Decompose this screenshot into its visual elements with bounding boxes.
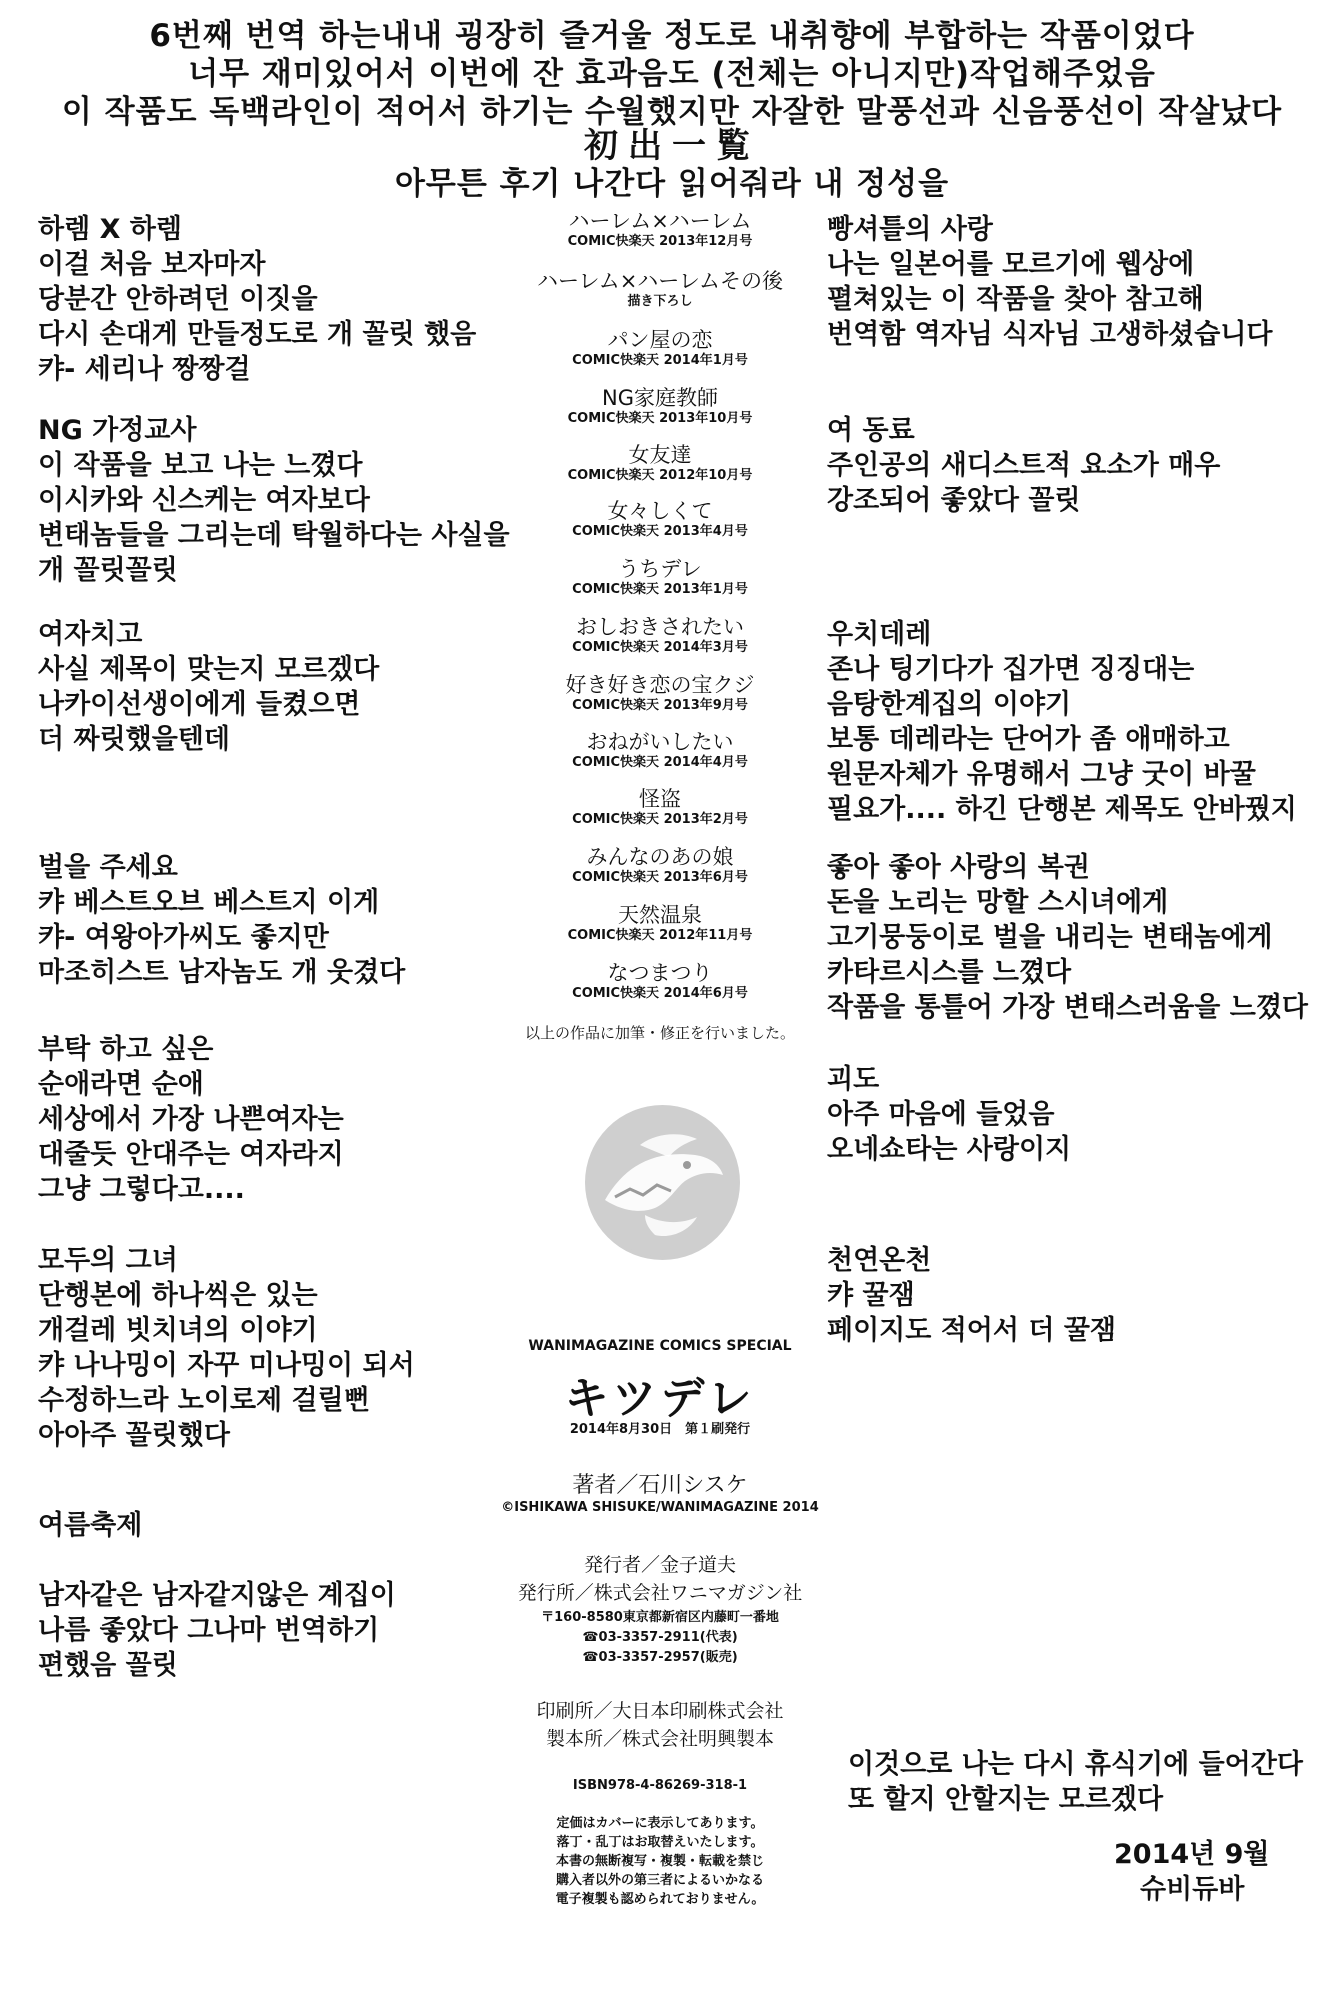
note-heading: 부탁 하고 싶은 bbox=[38, 1034, 214, 1065]
work-item bbox=[500, 327, 820, 369]
note-line: 수정하느라 노이로제 걸릴뻔 bbox=[38, 1385, 370, 1416]
note-heading: 여 동료 bbox=[827, 415, 915, 446]
work-source: COMIC快楽天 2014年4月号 bbox=[572, 755, 748, 770]
work-item bbox=[500, 268, 820, 310]
publisher-logo bbox=[585, 1105, 740, 1260]
notice-line: 購入者以外の第三者によるいかなる bbox=[555, 1873, 764, 1888]
note-line: 대줄듯 안대주는 여자라지 bbox=[38, 1139, 344, 1170]
note-line: 세상에서 가장 나쁜여자는 bbox=[38, 1104, 344, 1135]
work-source: COMIC快楽天 2012年11月号 bbox=[567, 928, 753, 943]
left-note-please bbox=[38, 1032, 344, 1207]
note-line: 캬 베스트오브 베스트지 이게 bbox=[38, 887, 380, 918]
note-line: 아주 마음에 들었음 bbox=[827, 1099, 1055, 1130]
note-line: 나는 일본어를 모르기에 웹상에 bbox=[827, 249, 1195, 280]
note-line: 캬 꿀잼 bbox=[827, 1280, 915, 1311]
left-note-punish bbox=[38, 850, 405, 990]
legal-notice bbox=[470, 1814, 850, 1909]
note-line: 돈을 노리는 망할 스시녀에게 bbox=[827, 887, 1169, 918]
work-item bbox=[500, 729, 820, 771]
note-line: 이것으로 나는 다시 휴식기에 들어간다 bbox=[848, 1749, 1303, 1780]
work-source: COMIC快楽天 2012年10月号 bbox=[567, 468, 753, 483]
right-note-lottery bbox=[827, 850, 1308, 1025]
note-line: 캬- 세리나 짱짱걸 bbox=[38, 354, 251, 385]
header-line-1: 6번째 번역 하는내내 굉장히 즐거울 정도로 내취향에 부합하는 작품이었다 bbox=[149, 18, 1195, 54]
notice-line: 電子複製も認められておりません。 bbox=[555, 1892, 765, 1907]
right-note-onsen bbox=[827, 1243, 1116, 1348]
work-title: ハーレム×ハーレムその後 bbox=[536, 269, 784, 293]
note-line: 작품을 통틀어 가장 변태스러움을 느꼈다 bbox=[827, 992, 1308, 1023]
note-heading: 모두의 그녀 bbox=[38, 1245, 178, 1276]
right-note-closing bbox=[848, 1747, 1303, 1817]
note-line: 펼쳐있는 이 작품을 찾아 참고해 bbox=[827, 284, 1204, 315]
note-heading: 빵셔틀의 사랑 bbox=[827, 214, 993, 245]
note-heading: 괴도 bbox=[827, 1064, 880, 1095]
series-name: WANIMAGAZINE COMICS SPECIAL bbox=[528, 1338, 792, 1354]
work-item bbox=[500, 385, 820, 427]
printer: 印刷所／大日本印刷株式会社 bbox=[536, 1700, 784, 1722]
note-heading: 여자치고 bbox=[38, 619, 143, 650]
work-title: 天然温泉 bbox=[618, 903, 702, 927]
left-note-festival bbox=[38, 1508, 142, 1543]
note-line: 다시 손대게 만들정도로 개 꼴릿 했음 bbox=[38, 319, 477, 350]
right-note-coworker bbox=[827, 413, 1220, 518]
publisher: 発行者／金子道夫 bbox=[583, 1554, 736, 1576]
signature-name: 슈비듀바 bbox=[1140, 1874, 1245, 1905]
note-line: 존나 팅기다가 집가면 징징대는 bbox=[827, 654, 1195, 685]
work-title: 女々しくて bbox=[607, 499, 713, 523]
note-line: 편했음 꼴릿 bbox=[38, 1650, 178, 1681]
tel-sales: ☎03-3357-2957(販売) bbox=[582, 1650, 738, 1665]
note-line: 오네쇼타는 사랑이지 bbox=[827, 1134, 1072, 1165]
note-line: 번역함 역자님 식자님 고생하셨습니다 bbox=[827, 319, 1273, 350]
header-line-3: 이 작품도 독백라인이 적어서 하기는 수월했지만 자잘한 말풍선과 신음풍선이 작살났다 bbox=[61, 94, 1283, 130]
work-item bbox=[500, 614, 820, 656]
work-source: COMIC快楽天 2014年3月号 bbox=[572, 640, 748, 655]
right-note-bread bbox=[827, 212, 1273, 352]
tel-rep: ☎03-3357-2911(代表) bbox=[582, 1630, 738, 1645]
left-note-girlfriend bbox=[38, 617, 379, 757]
work-title: おねがいしたい bbox=[586, 730, 734, 754]
note-heading: 벌을 주세요 bbox=[38, 852, 178, 883]
signature-date: 2014년 9월 bbox=[1114, 1839, 1270, 1870]
note-line: 나카이선생이에게 들켰으면 bbox=[38, 689, 361, 720]
work-title: なつまつり bbox=[607, 961, 713, 985]
notice-line: 定価はカバーに表示してあります。 bbox=[556, 1816, 764, 1831]
page-title: 初出一覧 bbox=[584, 126, 760, 166]
notice-line: 本書の無断複写・複製・転載を禁じ bbox=[555, 1854, 764, 1869]
note-line: 이시카와 신스케는 여자보다 bbox=[38, 485, 370, 516]
revision-note: 以上の作品に加筆・修正を行いました。 bbox=[524, 1024, 795, 1042]
work-source: COMIC快楽天 2013年6月号 bbox=[572, 870, 748, 885]
left-note-festival-body bbox=[38, 1578, 396, 1683]
note-line: 마조히스트 남자놈도 개 웃겼다 bbox=[38, 957, 406, 988]
note-line: 보통 데레라는 단어가 좀 애매하고 bbox=[827, 724, 1230, 755]
note-line: 고기뭉둥이로 벌을 내리는 변태놈에게 bbox=[827, 922, 1273, 953]
work-title: おしおきされたい bbox=[576, 615, 744, 639]
note-line: 이 작품을 보고 나는 느꼈다 bbox=[38, 450, 363, 481]
note-heading: 좋아 좋아 사랑의 복권 bbox=[827, 852, 1090, 883]
note-line: 남자같은 남자같지않은 계집이 bbox=[38, 1580, 396, 1611]
work-title: 怪盗 bbox=[639, 787, 681, 811]
work-source: COMIC快楽天 2013年4月号 bbox=[572, 524, 748, 539]
work-source: COMIC快楽天 2014年6月号 bbox=[572, 986, 748, 1001]
note-line: 변태놈들을 그리는데 탁월하다는 사실을 bbox=[38, 520, 510, 551]
note-line: 그냥 그렇다고.... bbox=[38, 1174, 245, 1205]
crocodile-seal-icon bbox=[585, 1105, 740, 1260]
note-line: 원문자체가 유명해서 그냥 굿이 바꿀 bbox=[827, 759, 1256, 790]
note-heading: 우치데레 bbox=[827, 619, 932, 650]
note-line: 더 짜릿했을텐데 bbox=[38, 724, 230, 755]
notice-line: 落丁・乱丁はお取替えいたします。 bbox=[556, 1835, 764, 1850]
work-item bbox=[500, 844, 820, 886]
note-line: 캬 나나밍이 자꾸 미나밍이 되서 bbox=[38, 1350, 415, 1381]
publishing-house: 発行所／株式会社ワニマガジン社 bbox=[517, 1582, 803, 1604]
work-source: COMIC快楽天 2013年9月号 bbox=[572, 698, 748, 713]
note-line: 강조되어 좋았다 꼴릿 bbox=[827, 485, 1081, 516]
work-item bbox=[500, 442, 820, 484]
work-item bbox=[500, 672, 820, 714]
work-title: うちデレ bbox=[618, 557, 702, 581]
work-source: COMIC快楽天 2014年1月号 bbox=[572, 353, 748, 368]
right-note-uchidere bbox=[827, 617, 1297, 827]
note-heading: 여름축제 bbox=[38, 1510, 143, 1541]
left-note-ng-tutor bbox=[38, 413, 510, 588]
note-line: 또 할지 안할지는 모르겠다 bbox=[848, 1784, 1164, 1815]
note-line: 음탕한계집의 이야기 bbox=[827, 689, 1072, 720]
work-item bbox=[500, 902, 820, 944]
work-item bbox=[500, 786, 820, 828]
isbn: ISBN978-4-86269-318-1 bbox=[572, 1778, 748, 1793]
work-source: COMIC快楽天 2013年2月号 bbox=[572, 812, 748, 827]
work-title: みんなのあの娘 bbox=[586, 845, 734, 869]
work-title: 好き好き恋の宝クジ bbox=[565, 673, 755, 697]
note-line: 개걸레 빗치녀의 이야기 bbox=[38, 1315, 318, 1346]
work-item bbox=[500, 498, 820, 540]
note-line: 단행본에 하나씩은 있는 bbox=[38, 1280, 318, 1311]
work-title: NG家庭教師 bbox=[602, 386, 718, 410]
note-line: 사실 제목이 맞는지 모르겠다 bbox=[38, 654, 380, 685]
note-line: 페이지도 적어서 더 꿀잼 bbox=[827, 1315, 1117, 1346]
work-source: COMIC快楽天 2013年10月号 bbox=[567, 411, 753, 426]
note-heading: NG 가정교사 bbox=[38, 415, 197, 446]
header-afterword: 아무튼 후기 나간다 읽어줘라 내 정성을 bbox=[394, 166, 950, 202]
work-item bbox=[500, 960, 820, 1002]
work-item bbox=[500, 556, 820, 598]
note-line: 주인공의 새디스트적 요소가 매우 bbox=[827, 450, 1221, 481]
note-line: 나름 좋았다 그나마 번역하기 bbox=[38, 1615, 380, 1646]
note-line: 캬- 여왕아가씨도 좋지만 bbox=[38, 922, 329, 953]
left-note-harem bbox=[38, 212, 476, 387]
publish-date: 2014年8月30日 第１刷発行 bbox=[569, 1422, 751, 1437]
work-item bbox=[500, 208, 820, 250]
header-line-2: 너무 재미있어서 이번에 잔 효과음도 (전체는 아니지만)작업해주었음 bbox=[188, 56, 1156, 92]
work-source: COMIC快楽天 2013年1月号 bbox=[572, 582, 748, 597]
work-source: COMIC快楽天 2013年12月号 bbox=[567, 234, 753, 249]
right-note-thief bbox=[827, 1062, 1071, 1167]
work-source: 描き下ろし bbox=[627, 294, 693, 309]
book-title: キツデレ bbox=[564, 1373, 756, 1424]
note-line: 필요가.... 하긴 단행본 제목도 안바꿨지 bbox=[827, 794, 1297, 825]
note-line: 순애라면 순애 bbox=[38, 1069, 204, 1100]
work-title: ハーレム×ハーレム bbox=[568, 209, 752, 233]
note-heading: 하렘 X 하렘 bbox=[38, 214, 182, 245]
work-title: 女友達 bbox=[628, 443, 692, 467]
address: 〒160-8580東京都新宿区内藤町一番地 bbox=[541, 1610, 779, 1625]
work-title: パン屋の恋 bbox=[607, 328, 713, 352]
note-line: 아아주 꼴릿했다 bbox=[38, 1420, 230, 1451]
note-line: 카타르시스를 느꼈다 bbox=[827, 957, 1072, 988]
note-line: 이걸 처음 보자마자 bbox=[38, 249, 266, 280]
copyright: ©ISHIKAWA SHISUKE/WANIMAGAZINE 2014 bbox=[501, 1500, 819, 1515]
note-line: 당분간 안하려던 이짓을 bbox=[38, 284, 318, 315]
note-heading: 천연온천 bbox=[827, 1245, 932, 1276]
binder: 製本所／株式会社明興製本 bbox=[545, 1728, 774, 1750]
author: 著者／石川シスケ bbox=[572, 1473, 748, 1498]
note-line: 개 꼴릿꼴릿 bbox=[38, 555, 178, 586]
left-note-everyone bbox=[38, 1243, 415, 1453]
